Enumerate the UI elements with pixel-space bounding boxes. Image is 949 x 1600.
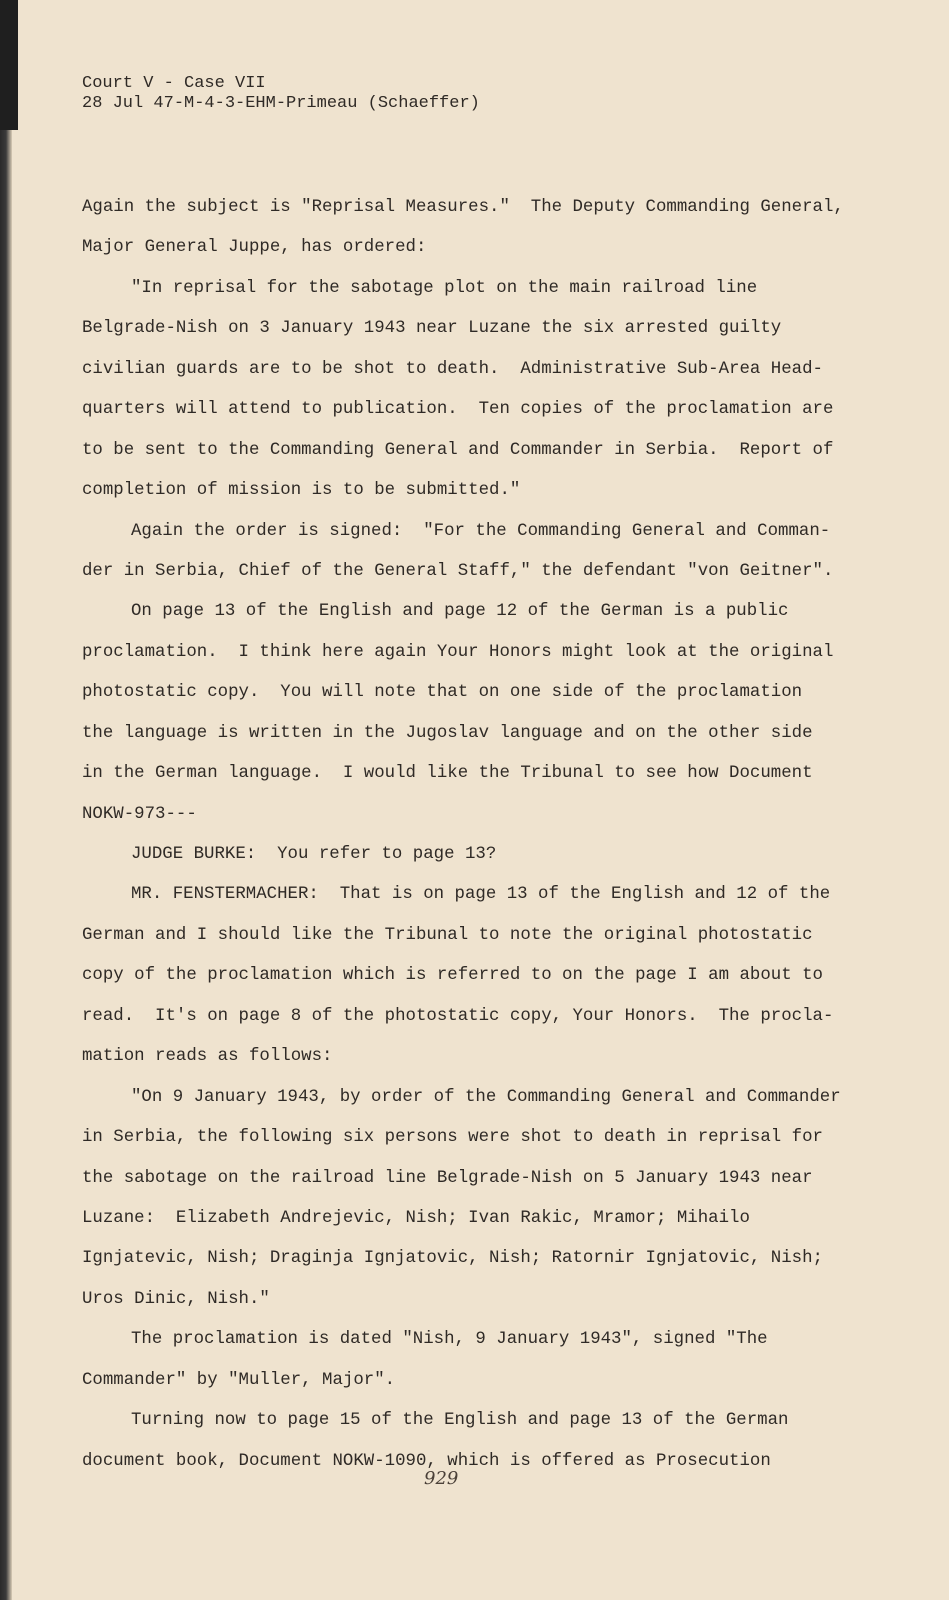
text-line: quarters will attend to publication. Ten copies of the proclamation are: [82, 400, 834, 420]
text-line: Luzane: Elizabeth Andrejevic, Nish; Ivan Rakic, Mramor; Mihailo: [82, 1208, 750, 1228]
text-line: Belgrade-Nish on 3 January 1943 near Luzane the six arrested guilty: [82, 319, 782, 339]
text-line: Turning now to page 15 of the English and page 13 of the German: [131, 1411, 789, 1431]
text-line: document book, Document NOKW-1090, which is offered as Prosecution: [82, 1451, 771, 1471]
document-header: [82, 74, 480, 114]
text-line: German and I should like the Tribunal to note the original photostatic: [82, 925, 813, 945]
text-line: Ignjatevic, Nish; Draginja Ignjatovic, Nish; Ratornir Ignjatovic, Nish;: [82, 1249, 823, 1269]
page-number: 929: [424, 1468, 459, 1489]
text-line: The proclamation is dated "Nish, 9 January 1943", signed "The: [131, 1330, 768, 1350]
text-line: der in Serbia, Chief of the General Staff," the defendant "von Geitner".: [82, 561, 834, 581]
text-line: On page 13 of the English and page 12 of the German is a public: [131, 602, 789, 622]
header-court: Court V - Case VII: [82, 74, 266, 93]
scan-edge-dark: [0, 0, 18, 130]
text-line: MR. FENSTERMACHER: That is on page 13 of the English and 12 of the: [131, 885, 831, 905]
text-line: to be sent to the Commanding General and Commander in Serbia. Report of: [82, 440, 834, 460]
text-line: Major General Juppe, has ordered:: [82, 238, 427, 258]
text-line: Uros Dinic, Nish.": [82, 1289, 270, 1309]
text-line: "In reprisal for the sabotage plot on the main railroad line: [131, 278, 758, 298]
text-line: mation reads as follows:: [82, 1047, 333, 1067]
text-line: the sabotage on the railroad line Belgrade-Nish on 5 January 1943 near: [82, 1168, 813, 1188]
text-line: read. It's on page 8 of the photostatic copy, Your Honors. The procla-: [82, 1006, 834, 1026]
text-line: the language is written in the Jugoslav language and on the other side: [82, 723, 813, 743]
text-line: Again the subject is "Reprisal Measures." The Deputy Commanding General,: [82, 198, 844, 217]
header-session: 28 Jul 47-M-4-3-EHM-Primeau (Schaeffer): [82, 94, 480, 113]
text-line: Again the order is signed: "For the Commanding General and Comman-: [131, 521, 831, 541]
text-line: copy of the proclamation which is referred to on the page I am about to: [82, 966, 823, 986]
scan-edge: [0, 0, 12, 1600]
transcript-body: [82, 188, 844, 1482]
text-line: in the German language. I would like the Tribunal to see how Document: [82, 764, 813, 784]
text-line: proclamation. I think here again Your Honors might look at the original: [82, 642, 834, 662]
text-line: "On 9 January 1943, by order of the Commanding General and Commander: [131, 1087, 841, 1107]
text-line: Commander" by "Muller, Major".: [82, 1370, 396, 1390]
text-line: NOKW-973---: [82, 804, 197, 824]
text-line: JUDGE BURKE: You refer to page 13?: [131, 845, 497, 864]
text-line: in Serbia, the following six persons were shot to death in reprisal for: [82, 1128, 823, 1148]
text-line: civilian guards are to be shot to death. Administrative Sub-Area Head-: [82, 359, 823, 379]
text-line: photostatic copy. You will note that on one side of the proclamation: [82, 683, 803, 703]
text-line: completion of mission is to be submitted.": [82, 481, 521, 501]
